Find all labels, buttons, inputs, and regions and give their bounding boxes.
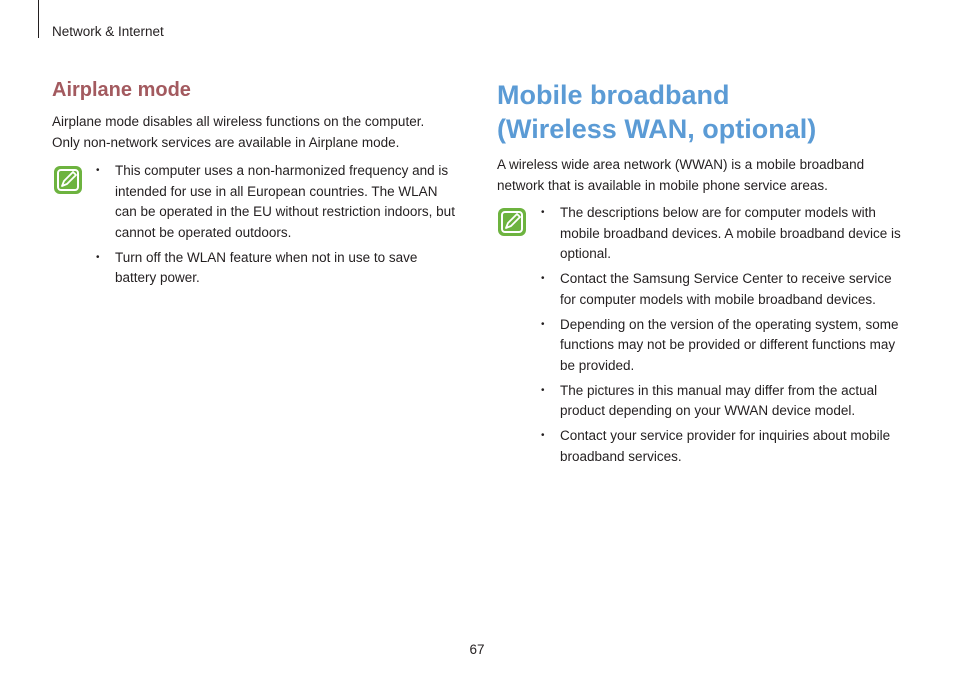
page-edge-line — [38, 0, 39, 38]
airplane-intro: Airplane mode disables all wireless functions on the computer. Only non-network services are available in Airplane mode. — [52, 114, 425, 150]
page-title-line-1: Mobile broadband — [497, 80, 730, 110]
bullet-dot: • — [541, 384, 545, 396]
bullet-dot: • — [541, 273, 545, 284]
list-item: • The descriptions below are for computer models with mobile broadband devices. A mobile broadband device is optional. — [541, 205, 901, 261]
list-item: • The pictures in this manual may differ from the actual product depending on your WWAN device model. — [541, 382, 878, 418]
list-item: • Contact your service provider for inquiries about mobile broadband services. — [541, 428, 891, 464]
note-pencil-icon — [497, 207, 527, 237]
page-number: 67 — [469, 642, 485, 657]
airplane-notes-list — [96, 161, 456, 293]
bullet-dot: • — [96, 165, 100, 176]
bullet-dot: • — [541, 318, 545, 330]
note-pencil-icon — [53, 165, 83, 195]
list-item: • Contact the Samsung Service Center to receive service for computer models with mobile broadband devices. — [541, 271, 892, 307]
list-item: • This computer uses a non-harmonized frequency and is intended for use in all European countries. The WLAN can be operated in the EU without restriction indoors, but cannot be operated outdoors. — [96, 163, 455, 240]
list-item: • Turn off the WLAN feature when not in use to save battery power. — [96, 249, 418, 285]
running-header: Network & Internet — [52, 24, 164, 39]
list-item: • Depending on the version of the operating system, some functions may not be provided or different functions may be provided. — [541, 316, 899, 373]
bullet-dot: • — [96, 251, 100, 263]
bullet-dot: • — [541, 207, 545, 218]
section-title-airplane-mode: Airplane mode — [52, 79, 191, 101]
broadband-notes-list — [541, 203, 907, 472]
page-title — [497, 78, 816, 146]
bullet-dot: • — [541, 430, 545, 441]
page-title-line-2: (Wireless WAN, optional) — [497, 114, 817, 144]
broadband-intro: A wireless wide area network (WWAN) is a mobile broadband network that is available in mobile phone service areas. — [497, 157, 865, 193]
